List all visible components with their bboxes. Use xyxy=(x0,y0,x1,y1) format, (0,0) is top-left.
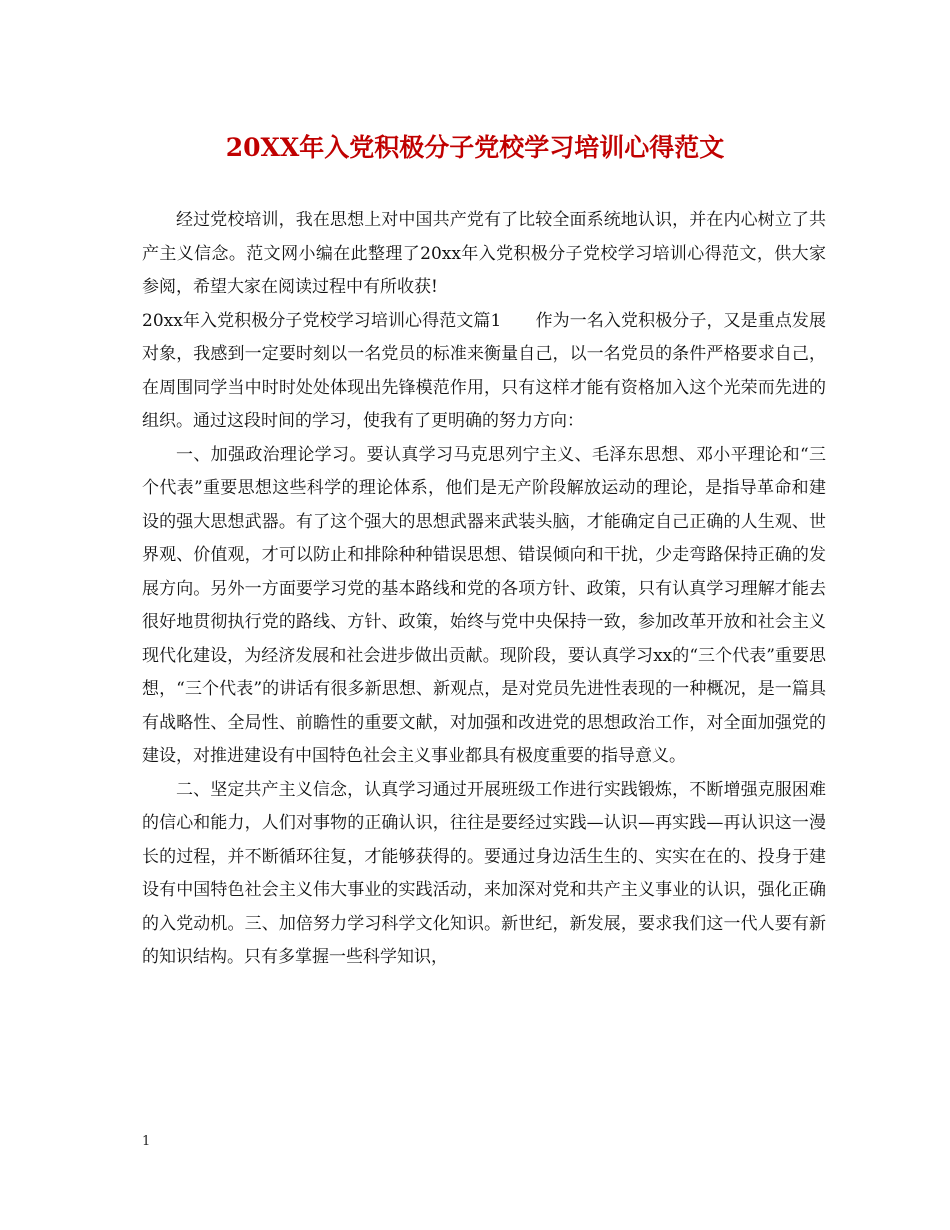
paragraph-section-1: 20xx年入党积极分子党校学习培训心得范文篇1 作为一名入党积极分子，又是重点发展对象，我感到一定要时刻以一名党员的标准来衡量自己，以一名党员的条件严格要求自己，在周围同学当中时时处处体现出先锋模范作用，只有这样才能有资格加入这个光荣而先进的组织。通过这段时间的学习，使我有了更明确的努力方向： xyxy=(142,310,826,431)
paragraph-intro: 经过党校培训，我在思想上对中国共产党有了比较全面系统地认识，并在内心树立了共产主义信念。范文网小编在此整理了20xx年入党积极分子党校学习培训心得范文，供大家参阅，希望大家在阅读过程中有所收获! xyxy=(142,210,826,297)
document-body xyxy=(142,204,826,975)
document-title: 20XX年入党积极分子党校学习培训心得范文 xyxy=(225,133,725,162)
page-number: 1 xyxy=(142,1134,151,1149)
paragraph-point-1: 一、加强政治理论学习。要认真学习马克思列宁主义、毛泽东思想、邓小平理论和“三个代表”重要思想这些科学的理论体系，他们是无产阶段解放运动的理论，是指导革命和建设的强大思想武器。有了这个强大的思想武器来武装头脑，才能确定自己正确的人生观、世界观、价值观，才可以防止和排除种种错误思想、错误倾向和干扰，少走弯路保持正确的发展方向。另外一方面要学习党的基本路线和党的各项方针、政策，只有认真学习理解才能去很好地贯彻执行党的路线、方针、政策，始终与党中央保持一致，参加改革开放和社会主义现代化建设，为经济发展和社会进步做出贡献。现阶段，要认真学习xx的“三个代表”重要思想，“三个代表”的讲话有很多新思想、新观点，是对党员先进性表现的一种概况，是一篇具有战略性、全局性、前瞻性的重要文献，对加强和改进党的思想政治工作，对全面加强党的建设，对推进建设有中国特色社会主义事业都具有极度重要的指导意义。 xyxy=(142,444,826,766)
paragraph-point-2: 二、坚定共产主义信念，认真学习通过开展班级工作进行实践锻炼，不断增强克服困难的信心和能力，人们对事物的正确认识，往往是要经过实践—认识—再实践—再认识这一漫长的过程，并不断循环往复，才能够获得的。要通过身边活生生的、实实在在的、投身于建设有中国特色社会主义伟大事业的实践活动，来加深对党和共产主义事业的认识，强化正确的入党动机。三、加倍努力学习科学文化知识。新世纪，新发展，要求我们这一代人要有新的知识结构。只有多掌握一些科学知识， xyxy=(142,779,826,967)
